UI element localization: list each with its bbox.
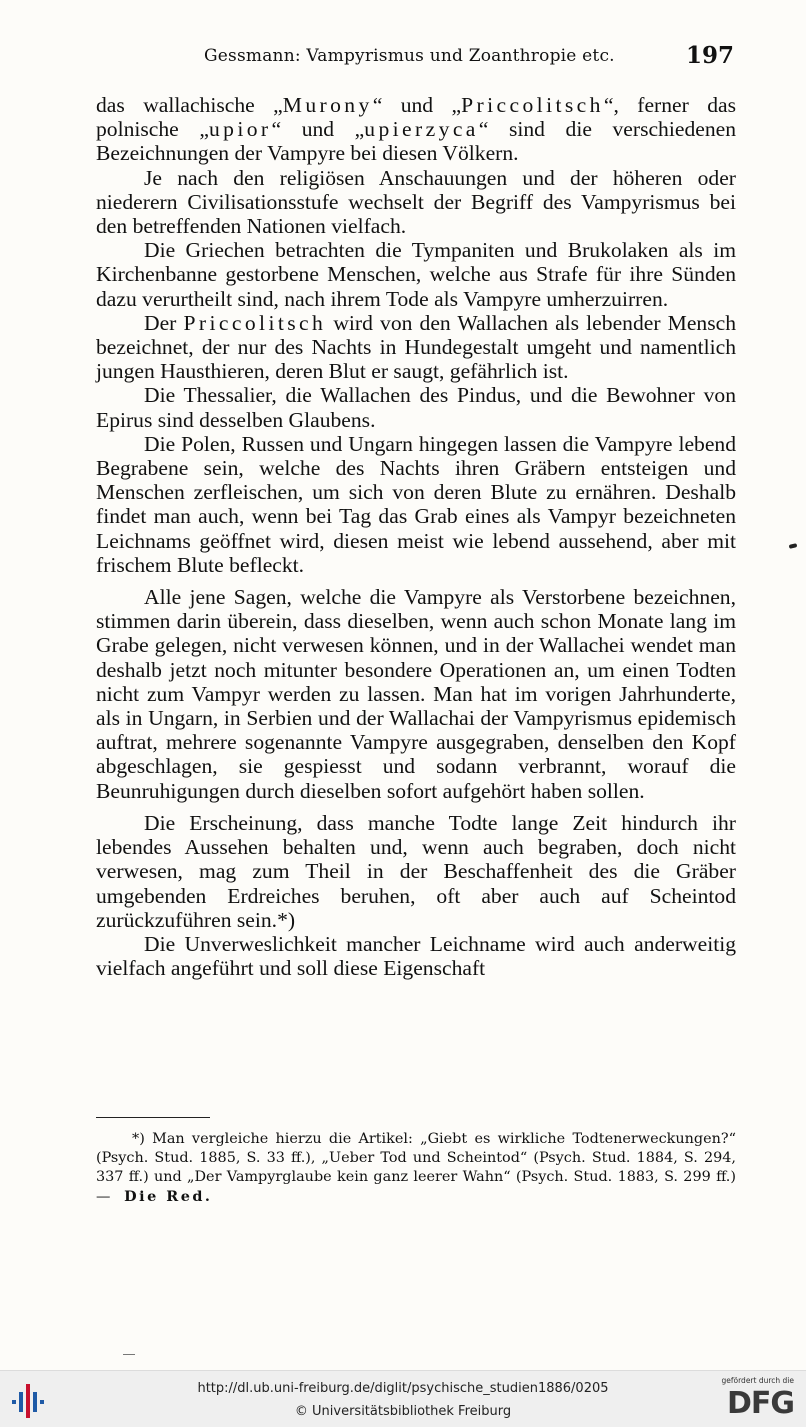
page-number: 197: [685, 42, 734, 69]
body-paragraph: [96, 432, 736, 577]
permalink-url[interactable]: http://dl.ub.uni-freiburg.de/diglit/psychische_studien1886/0205: [197, 1381, 609, 1396]
funder-note: gefördert durch die: [721, 1376, 794, 1385]
text-run: Alle jene Sagen, welche die Vampyre als Verstorbene bezeichnen, stimmen darin überein, dass dieselben, wenn auch schon Monate lang im Grabe gelegen, nicht verwesen können, und in der Wallachei wendet man deshalb jetzt noch mitunter besondere Operationen an, um einen Todten nicht zum Vampyr werden zu lassen. Man hat im vorigen Jahrhunderte, als in Ungarn, in Serbien und der Wallachai der Vampyrismus epidemisch auftrat, mehrere sogenannte Vampyre ausgegraben, denselben den Kopf abgeschlagen, sie gespiesst und sodann verbrannt, worauf die Beunruhigungen durch dieselben sofort aufgehört haben sollen.: [96, 585, 736, 803]
body-paragraph: [96, 585, 736, 803]
running-title: Gessmann: Vampyrismus und Zoanthropie etc.: [204, 46, 615, 66]
text-run: “, ferner das polnische „: [96, 93, 736, 142]
body-paragraph: [96, 93, 736, 166]
spaced-term: upierzyca: [364, 117, 479, 142]
text-run: Je nach den religiösen Anschauungen und der höheren oder niederern Civilisationsstufe wechselt der Begriff des Vampyrismus bei den betreffenden Nationen vielfach.: [96, 165, 736, 239]
body-paragraph: [96, 166, 736, 239]
footnote-rule: [96, 1117, 210, 1118]
body-paragraph: [96, 238, 736, 311]
body-paragraph: [96, 932, 736, 980]
spaced-term: upior: [208, 117, 272, 142]
text-run: “ sind die verschiedenen Bezeichnungen der Vampyre bei diesen Völkern.: [96, 117, 737, 166]
running-head: [96, 40, 736, 70]
text-run: Die Unverweslichkeit mancher Leichname wird auch anderweitig vielfach angeführt und soll diese Eigenschaft: [96, 931, 736, 981]
body-text: [96, 93, 736, 980]
text-run: Die Polen, Russen und Ungarn hingegen lassen die Vampyre lebend Begrabene sein, welche des Nachts ihren Gräbern entsteigen und Menschen zerfleischen, um sich von deren Blute zu ernähren. Deshalb findet man auch, wenn bei Tag das Grab eines als Vampyr bezeichneten Leichnams geöffnet wird, diesen meist wie lebend aussehend, aber mit frischem Blute befleckt.: [96, 431, 736, 577]
spaced-term: Murony: [282, 93, 373, 117]
copyright-notice: © Universitätsbibliothek Freiburg: [294, 1404, 512, 1419]
footnote-text: *) Man vergleiche hierzu die Artikel: „Giebt es wirkliche Todtenerweckungen?“ (Psych. Stud. 1885, S. 33 ff.), „Ueber Tod und Scheintod“ (Psych. Stud. 1884, S. 294, 337 ff.) und „Der Vampyrglaube kein ganz leerer Wahn“ (Psych. Stud. 1883, S. 299 ff.) —: [96, 1131, 736, 1205]
body-paragraph: [96, 811, 736, 932]
text-run: das wallachische „: [96, 93, 283, 117]
text-run: Die Griechen betrachten die Tympaniten und Brukolaken als im Kirchenbanne gestorbene Menschen, welche aus Strafe für ihre Sünden dazu verurtheilt sind, nach ihrem Tode als Vampyre umherzuirren.: [96, 238, 736, 311]
spaced-term: Priccolitsch: [461, 93, 604, 117]
text-run: wird von den Wallachen als lebender Mensch bezeichnet, der nur des Nachts in Hundegestalt umgeht und namentlich jungen Hausthieren, deren Blut er saugt, gefährlich ist.: [96, 310, 736, 384]
footnote-signature: Die Red.: [124, 1188, 213, 1205]
dfg-logo-icon: [710, 1376, 794, 1422]
text-run: “ und „: [271, 117, 365, 142]
footnote: [96, 1130, 736, 1207]
text-run: Die Thessalier, die Wallachen des Pindus, und die Bewohner von Epirus sind desselben Glaubens.: [96, 383, 736, 432]
funder-logo: DFG: [726, 1386, 794, 1421]
viewer-footer: [0, 1370, 806, 1427]
text-run: Der: [144, 310, 184, 335]
margin-ink-mark: [789, 543, 798, 549]
body-paragraph: [96, 383, 736, 431]
text-run: “ und „: [372, 93, 462, 117]
spaced-term: Priccolitsch: [183, 310, 327, 335]
body-paragraph: [96, 311, 736, 384]
scan-artifact: [123, 1354, 135, 1355]
text-run: Die Erscheinung, dass manche Todte lange Zeit hindurch ihr lebendes Aussehen behalten und, wenn auch begraben, doch nicht verwesen, mag zum Theil in der Beschaffenheit des die Gräber umgebenden Erdreiches beruhen, oft aber auch auf Scheintod zurückzuführen sein.*): [96, 810, 736, 932]
